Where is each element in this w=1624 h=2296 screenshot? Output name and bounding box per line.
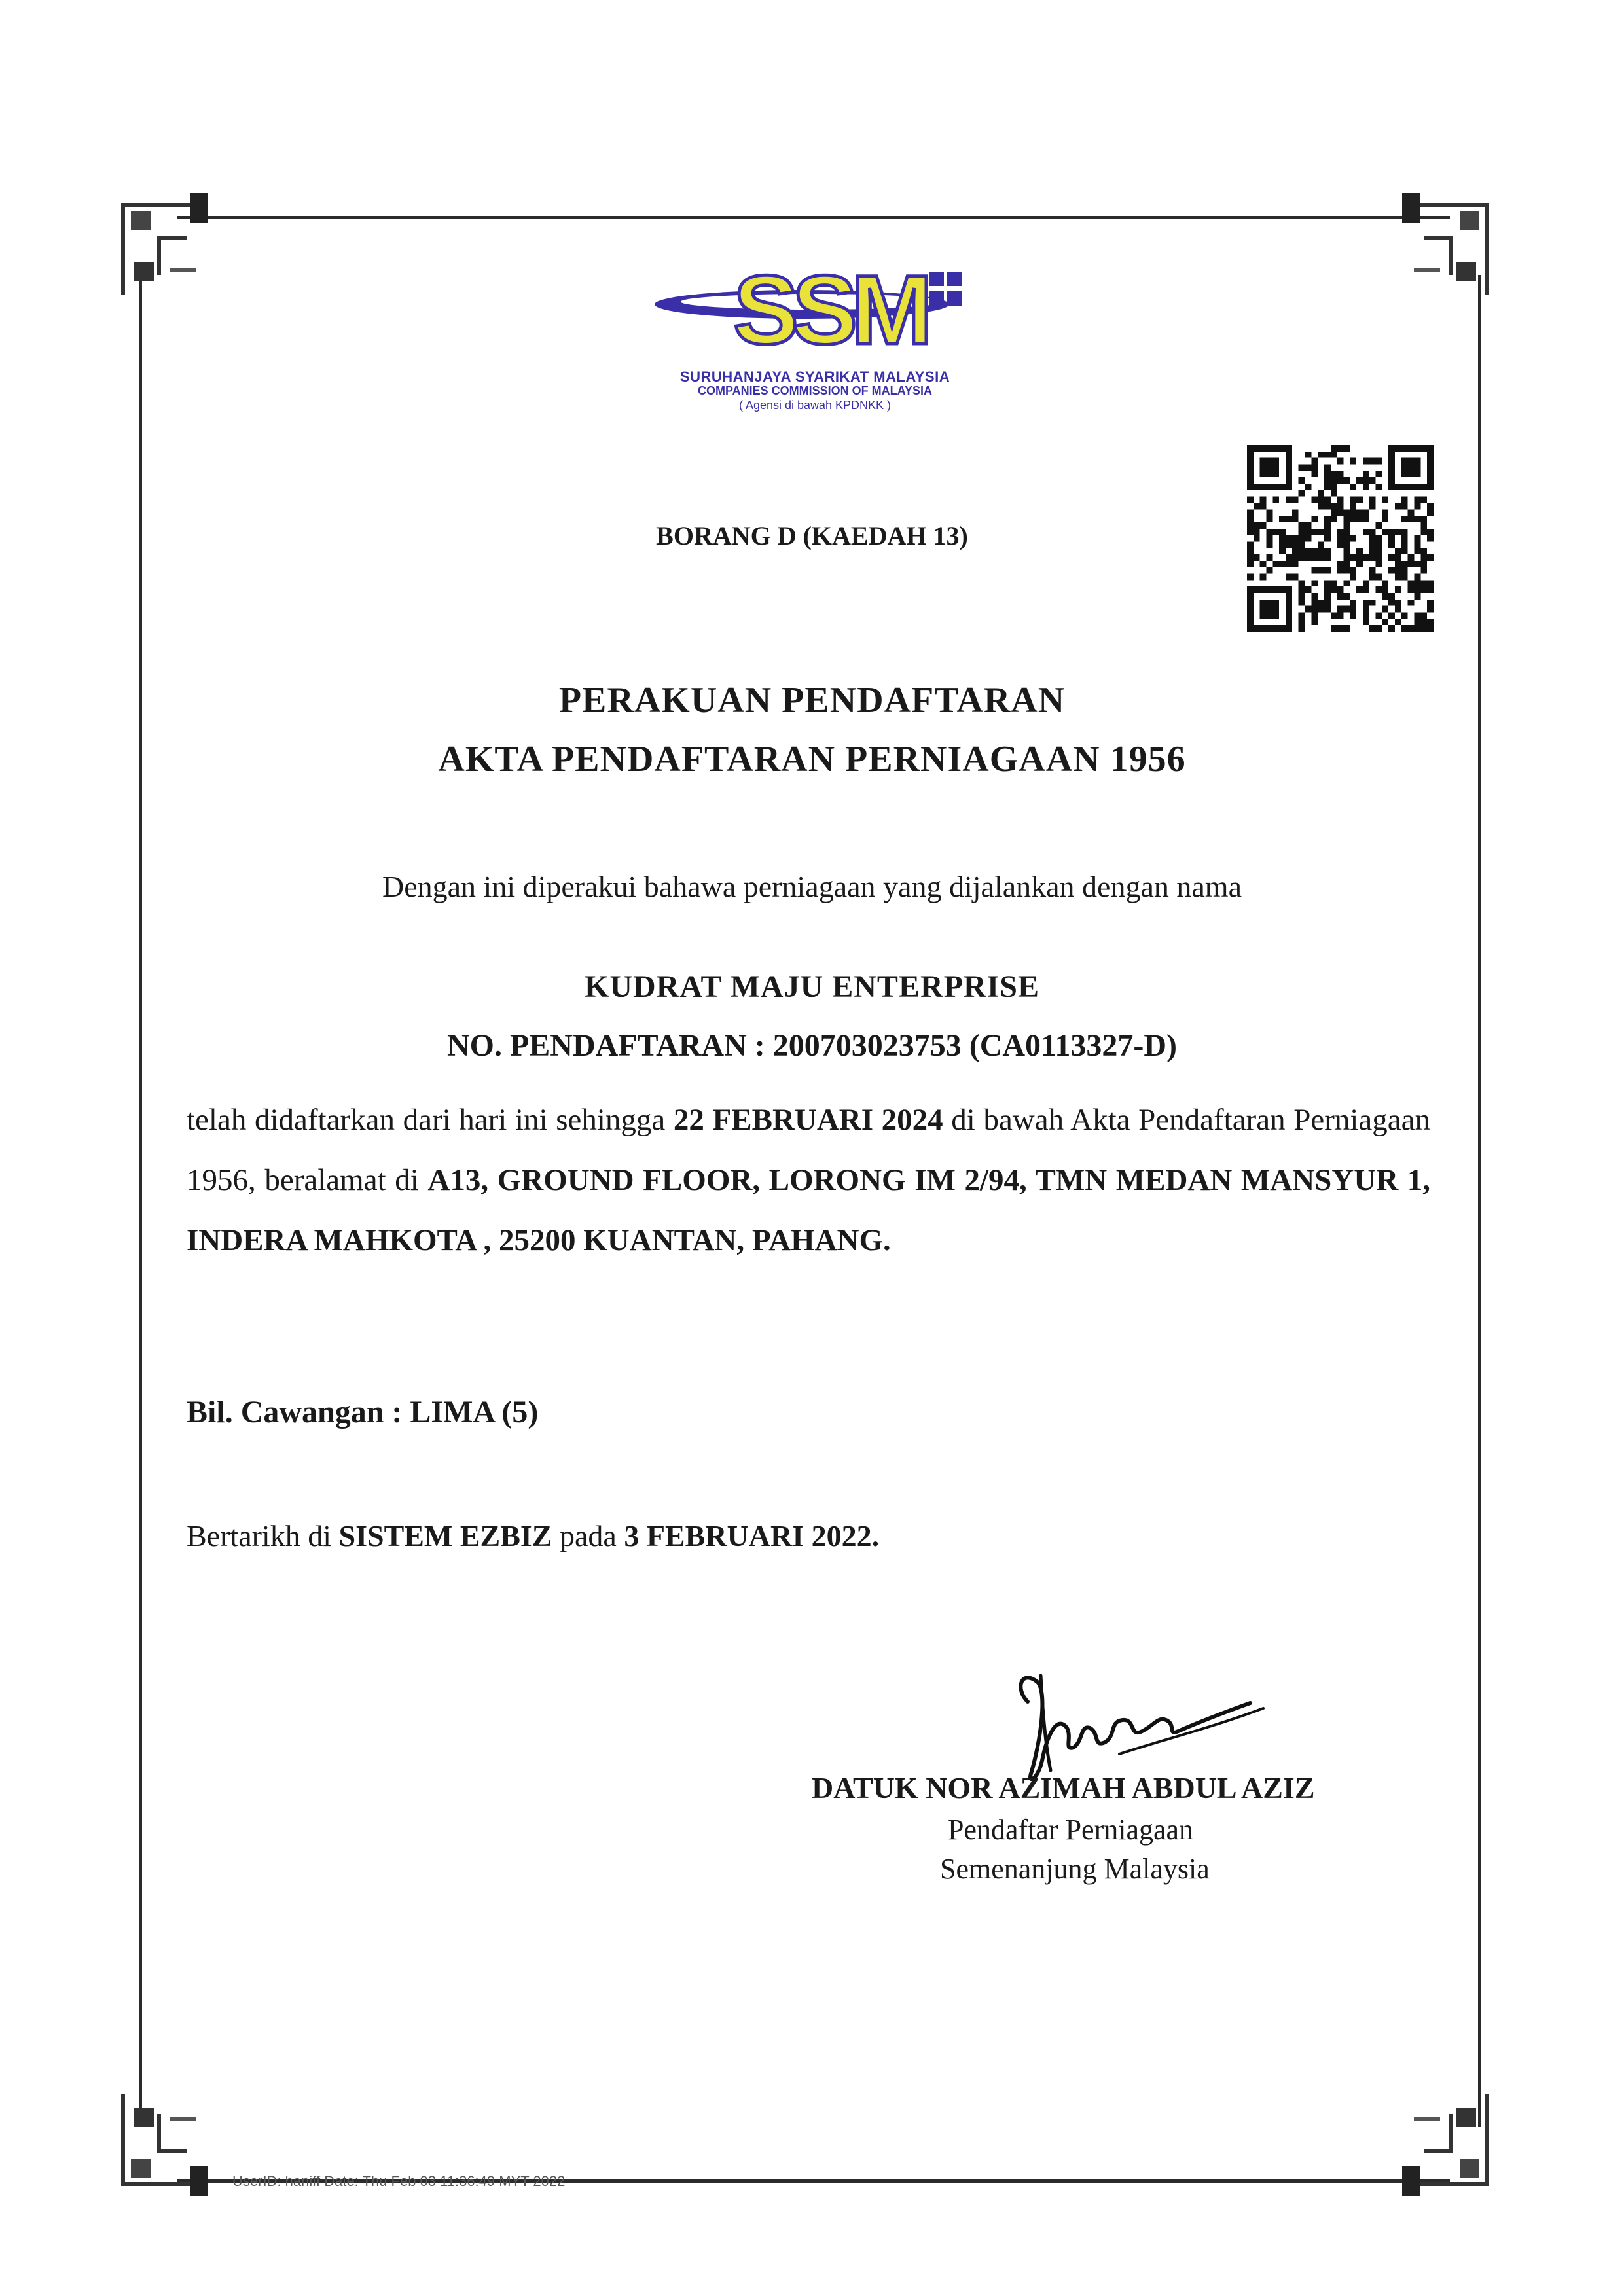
ssm-logo	[651, 259, 979, 422]
corner-ornament-bottom-right	[1401, 2088, 1492, 2199]
ssm-logo-mark	[651, 259, 979, 373]
logo-line-1: SURUHANJAYA SYARIKAT MALAYSIA	[679, 368, 950, 385]
branch-count: Bil. Cawangan : LIMA (5)	[187, 1395, 539, 1429]
dated-text-2: pada	[559, 1519, 617, 1552]
logo-line-2: COMPANIES COMMISSION OF MALAYSIA	[697, 384, 933, 397]
signer-name: DATUK NOR AZIMAH ABDUL AZIZ	[812, 1771, 1315, 1804]
dated-text-1: Bertarikh di	[187, 1519, 331, 1552]
corner-ornament-top-left	[118, 190, 209, 301]
border-left	[139, 275, 142, 2127]
dated-date: 3 FEBRUARI 2022.	[624, 1519, 880, 1552]
corner-ornament-bottom-left	[118, 2088, 209, 2199]
signer-role-1: Pendaftar Perniagaan	[948, 1814, 1194, 1846]
border-right	[1478, 275, 1481, 2127]
paragraph-text-2: di bawah Akta Pendaftaran Perniagaan 1956, beralamat di	[187, 1103, 1430, 1197]
ssm-wordmark: SSM	[733, 259, 927, 365]
intro-text: Dengan ini diperakui bahawa perniagaan yang dijalankan dengan nama	[382, 870, 1242, 903]
title-line-1: PERAKUAN PENDAFTARAN	[558, 680, 1066, 721]
registration-number: NO. PENDAFTARAN : 200703023753 (CA0113327-D)	[446, 1028, 1178, 1063]
business-address: A13, GROUND FLOOR, LORONG IM 2/94, TMN MEDAN MANSYUR 1, INDERA MAHKOTA , 25200 KUANTAN, PAHANG.	[187, 1163, 1430, 1257]
dated-line	[187, 1518, 879, 1553]
corner-ornament-top-right	[1401, 190, 1492, 301]
title-line-2: AKTA PENDAFTARAN PERNIAGAAN 1956	[438, 739, 1186, 780]
registration-paragraph	[187, 1090, 1430, 1270]
expiry-date: 22 FEBRUARI 2024	[673, 1103, 943, 1137]
business-name: KUDRAT MAJU ENTERPRISE	[585, 969, 1039, 1004]
signer-role-2: Semenanjung Malaysia	[940, 1853, 1210, 1885]
footer-user-info: UserID: haniff Date: Thu Feb 03 11:36:49 MYT 2022	[232, 2173, 566, 2189]
border-top	[177, 216, 1450, 219]
dated-system: SISTEM EZBIZ	[338, 1519, 552, 1552]
form-code: BORANG D (KAEDAH 13)	[656, 521, 968, 550]
logo-line-3: ( Agensi di bawah KPDNKK )	[738, 399, 892, 412]
paragraph-text-1: telah didaftarkan dari hari ini sehingga	[187, 1103, 666, 1137]
